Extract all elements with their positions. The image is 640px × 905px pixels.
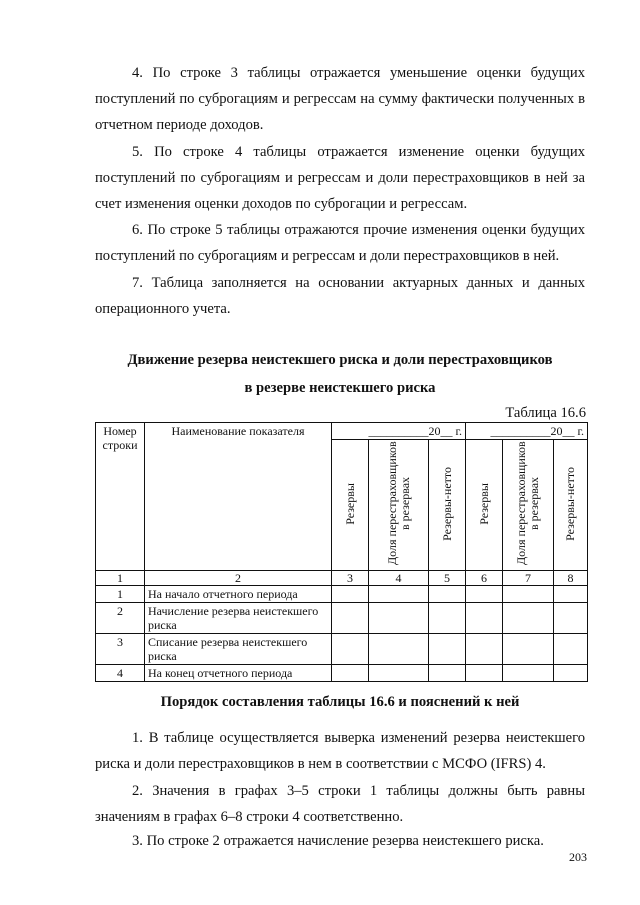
column-number: 6 [466, 571, 503, 586]
row-number: 2 [96, 603, 145, 634]
empty-cell [466, 665, 503, 682]
column-number: 7 [503, 571, 554, 586]
row-number: 4 [96, 665, 145, 682]
table-row [96, 665, 588, 682]
empty-cell [332, 665, 369, 682]
header-period-2: __________20__ г. [466, 423, 588, 440]
empty-cell [503, 603, 554, 634]
table-row [96, 603, 588, 634]
header-period-1: __________20__ г. [332, 423, 466, 440]
paragraph-b2: 2. Значения в графах 3–5 строки 1 таблицы должны быть равны значениям в графах 6–8 строки 4 соответственно. [95, 783, 585, 825]
page-number: 203 [569, 850, 587, 864]
empty-cell [554, 665, 588, 682]
empty-cell [369, 603, 429, 634]
empty-cell [466, 634, 503, 665]
header-net-reserves-2: Резервы-нетто [554, 440, 588, 571]
column-number: 2 [145, 571, 332, 586]
table-row [96, 634, 588, 665]
empty-cell [369, 586, 429, 603]
header-net-reserves-1: Резервы-нетто [429, 440, 466, 571]
paragraph-4: 4. По строке 3 таблицы отражается уменьшение оценки будущих поступлений по суброгациям и регрессам на сумму фактически полученных в отчетном периоде доходов. [95, 65, 585, 133]
empty-cell [429, 603, 466, 634]
paragraph-b1: 1. В таблице осуществляется выверка изменений резерва неистекшего риска и доли перестраховщиков в нем в соответствии с МСФО (IFRS) 4. [95, 730, 585, 772]
row-name: На конец отчетного периода [145, 665, 332, 682]
column-numbers-row [96, 571, 588, 586]
header-row-number: Номер строки [96, 423, 145, 571]
paragraph-6: 6. По строке 5 таблицы отражаются прочие изменения оценки будущих поступлений по суброгациям и регрессам и доли перестраховщиков в ней. [95, 222, 585, 264]
header-reserves-2: Резервы [466, 440, 503, 571]
empty-cell [332, 634, 369, 665]
empty-cell [429, 665, 466, 682]
empty-cell [503, 634, 554, 665]
empty-cell [332, 603, 369, 634]
column-number: 1 [96, 571, 145, 586]
table-row [96, 586, 588, 603]
header-reinsurer-share-2: Доля перестраховщиков в резервах [503, 440, 554, 571]
table-title-line-2: в резерве неистекшего риска [244, 380, 436, 396]
empty-cell [466, 603, 503, 634]
empty-cell [429, 634, 466, 665]
paragraph-b3: 3. По строке 2 отражается начисление резерва неистекшего риска. [132, 833, 544, 849]
paragraph-5: 5. По строке 4 таблицы отражается изменение оценки будущих поступлений по суброгациям и регрессам и доли перестраховщиков в ней за счет изменения оценки доходов по суброгации и регрессам. [95, 144, 585, 212]
row-number: 3 [96, 634, 145, 665]
table-header-row-1 [96, 423, 588, 440]
empty-cell [554, 586, 588, 603]
section-heading: Порядок составления таблицы 16.6 и пояснений к ней [160, 694, 520, 710]
column-number: 8 [554, 571, 588, 586]
table-title-line-1: Движение резерва неистекшего риска и доли перестраховщиков [127, 352, 553, 368]
table-number: Таблица 16.6 [505, 405, 586, 421]
row-name: Начисление резерва неистекшего риска [145, 603, 332, 634]
row-number: 1 [96, 586, 145, 603]
empty-cell [503, 665, 554, 682]
empty-cell [369, 665, 429, 682]
empty-cell [554, 603, 588, 634]
header-reserves-1: Резервы [332, 440, 369, 571]
header-reinsurer-share-1: Доля перестраховщиков в резервах [369, 440, 429, 571]
column-number: 3 [332, 571, 369, 586]
empty-cell [332, 586, 369, 603]
empty-cell [554, 634, 588, 665]
header-indicator-name: Наименование показателя [145, 423, 332, 571]
reserve-movement-table [95, 422, 588, 682]
column-number: 4 [369, 571, 429, 586]
empty-cell [466, 586, 503, 603]
paragraph-7: 7. Таблица заполняется на основании актуарных данных и данных операционного учета. [95, 275, 585, 317]
column-number: 5 [429, 571, 466, 586]
empty-cell [369, 634, 429, 665]
empty-cell [429, 586, 466, 603]
row-name: Списание резерва неистекшего риска [145, 634, 332, 665]
empty-cell [503, 586, 554, 603]
row-name: На начало отчетного периода [145, 586, 332, 603]
